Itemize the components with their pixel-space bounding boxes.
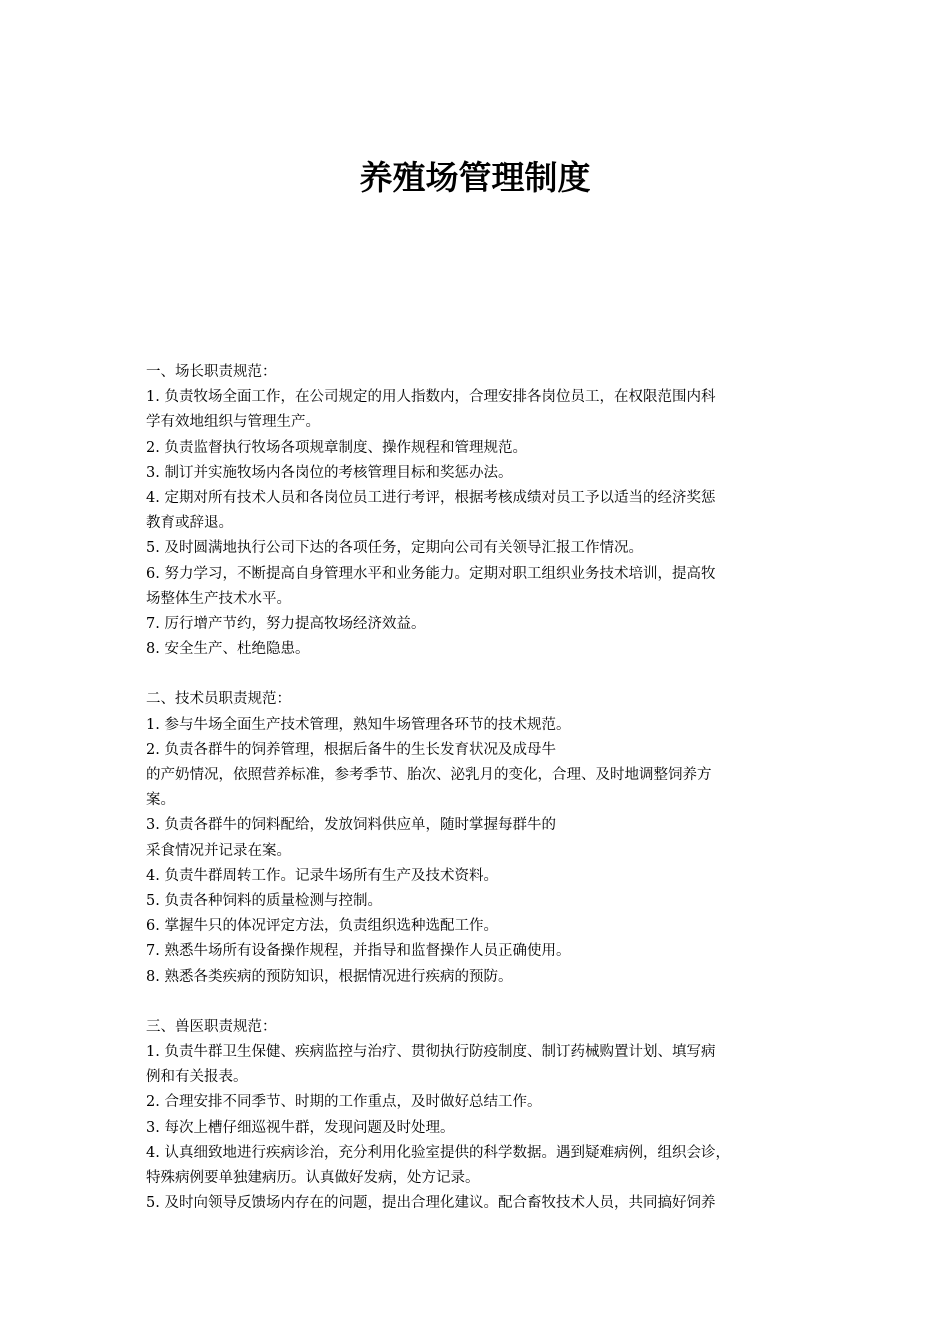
text-line: 8. 熟悉各类疾病的预防知识，根据情况进行疾病的预防。 [146,968,513,985]
text-line: 的产奶情况，依照营养标准，参考季节、胎次、泌乳月的变化，合理、及时地调整饲养方 [146,767,712,783]
text-line: 3. 每次上槽仔细巡视牛群，发现问题及时处理。 [146,1119,455,1136]
section-heading: 一、场长职责规范： [146,364,277,380]
text-line: 5. 及时圆满地执行公司下达的各项任务，定期向公司有关领导汇报工作情况。 [146,540,643,557]
text-line: 3. 制订并实施牧场内各岗位的考核管理目标和奖惩办法。 [146,464,513,481]
text-line: 2. 负责监督执行牧场各项规章制度、操作规程和管理规范。 [146,439,527,456]
text-line: 6. 掌握牛只的体况评定方法，负责组织选种选配工作。 [146,918,498,935]
section-heading: 二、技术员职责规范： [146,691,291,708]
text-line: 1. 参与牛场全面生产技术管理，熟知牛场管理各环节的技术规范。 [146,716,571,733]
text-line: 5. 及时向领导反馈场内存在的问题，提出合理化建议。配合畜牧技术人员，共同搞好饲养 [146,1195,716,1212]
text-line: 4. 定期对所有技术人员和各岗位员工进行考评，根据考核成绩对员工予以适当的经济奖惩 [146,489,716,506]
section-heading: 三、兽医职责规范： [146,1018,277,1035]
text-line: 1. 负责牧场全面工作，在公司规定的用人指数内，合理安排各岗位员工，在权限范围内科 [146,389,716,406]
text-line: 特殊病例要单独建病历。认真做好发病，处方记录。 [146,1170,480,1186]
document-title: 养殖场管理制度 [359,158,591,197]
text-line: 8. 安全生产、杜绝隐患。 [146,641,310,658]
text-line: 5. 负责各种饲料的质量检测与控制。 [146,892,382,909]
text-line: 7. 熟悉牛场所有设备操作规程，并指导和监督操作人员正确使用。 [146,943,571,960]
text-line: 2. 合理安排不同季节、时期的工作重点，及时做好总结工作。 [146,1094,542,1111]
text-line: 4. 认真细致地进行疾病诊治，充分利用化验室提供的科学数据。遇到疑难病例，组织会诊， [146,1144,730,1161]
section-gap [146,662,826,687]
document-body [146,360,826,1216]
text-line: 4. 负责牛群周转工作。记录牛场所有生产及技术资料。 [146,867,498,884]
text-line: 场整体生产技术水平。 [146,590,291,607]
section-gap [146,990,826,1015]
text-line: 例和有关报表。 [146,1069,248,1086]
text-line: 采食情况并记录在案。 [146,842,291,859]
text-line: 3. 负责各群牛的饲料配给，发放饲料供应单，随时掌握每群牛的 [146,817,556,834]
text-line: 2. 负责各群牛的饲养管理，根据后备牛的生长发育状况及成母牛 [146,741,556,758]
text-line: 1. 负责牛群卫生保健、疾病监控与治疗、贯彻执行防疫制度、制订药械购置计划、填写病 [146,1044,716,1061]
text-line: 7. 厉行增产节约，努力提高牧场经济效益。 [146,615,426,632]
text-line: 教育或辞退。 [146,515,233,532]
text-line: 学有效地组织与管理生产。 [146,414,320,431]
text-line: 案。 [146,792,175,809]
text-line: 6. 努力学习，不断提高自身管理水平和业务能力。定期对职工组织业务技术培训，提高牧 [146,565,716,582]
